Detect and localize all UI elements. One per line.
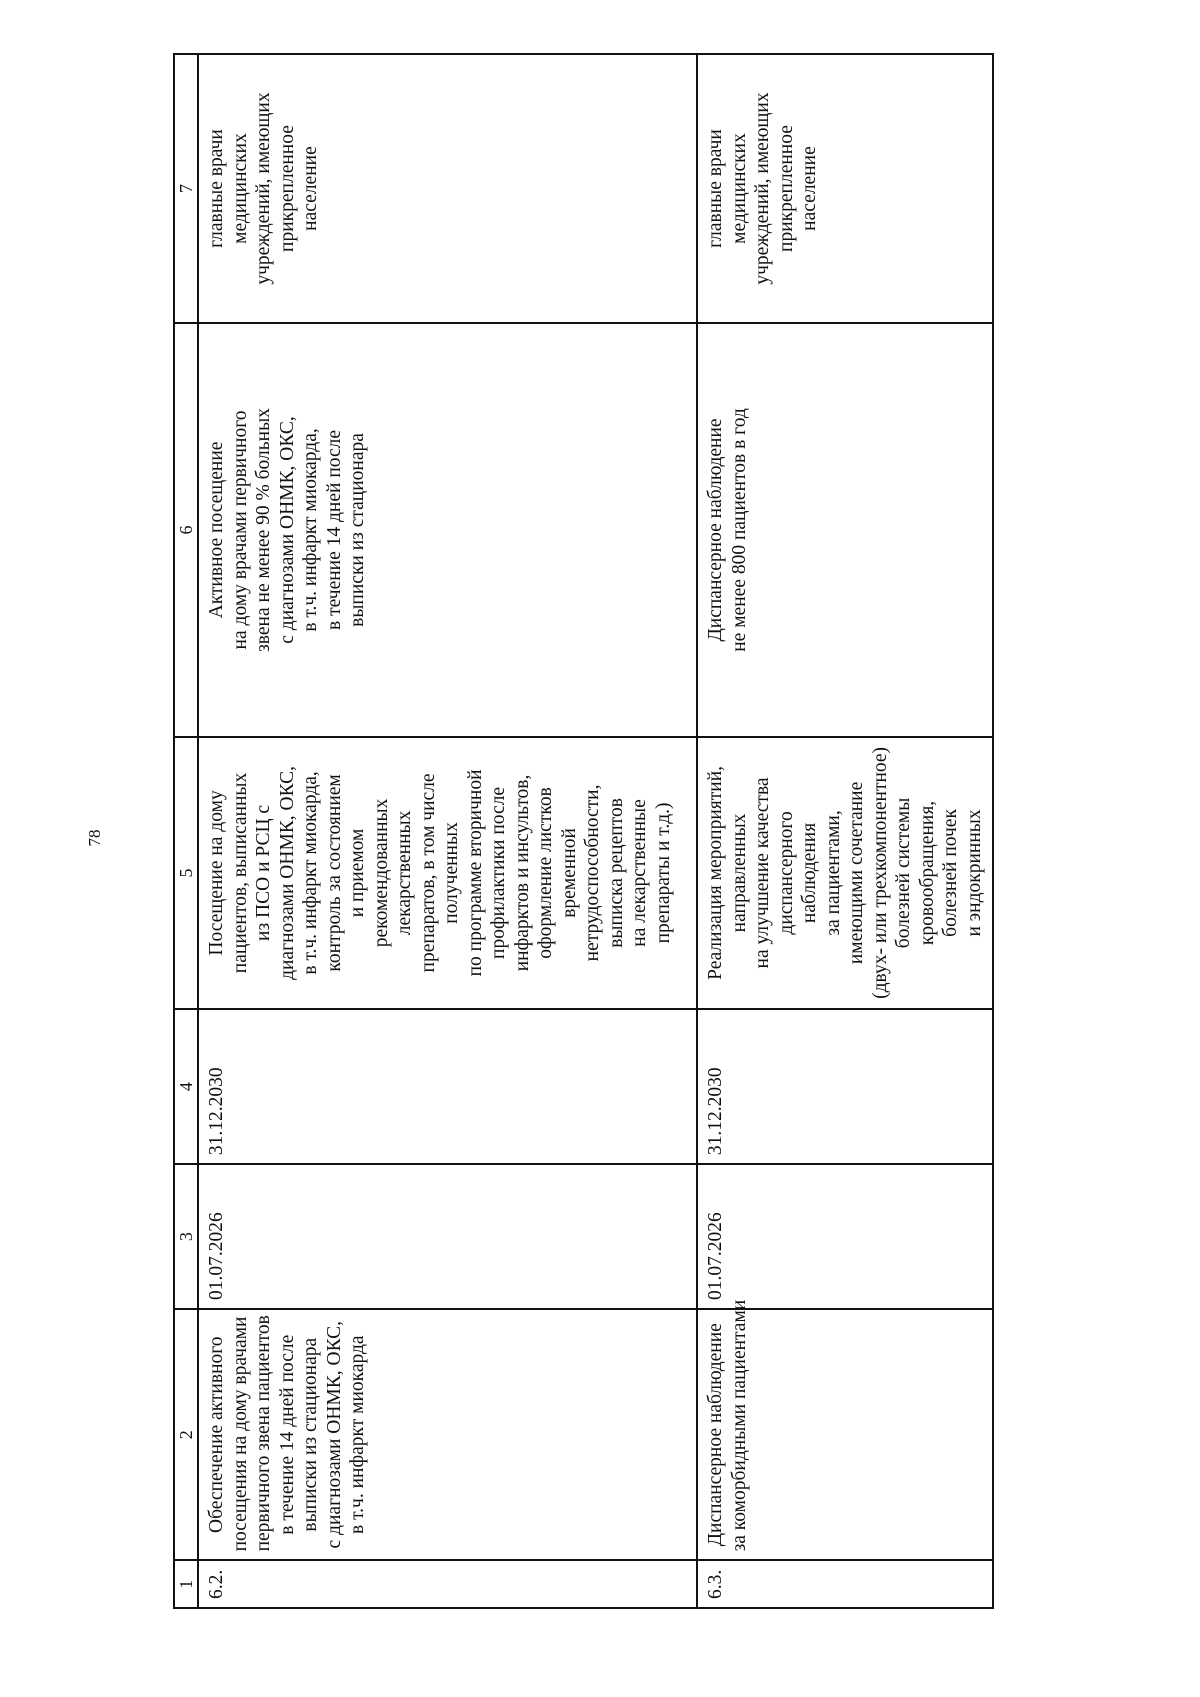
- text-line: в течение 14 дней после: [323, 429, 345, 630]
- start-date-cell: 01.07.2026: [198, 1164, 697, 1309]
- text-line: профилактики после: [488, 786, 509, 959]
- row-number: 6.3.: [697, 1560, 993, 1608]
- text-line: из ПСО и РСЦ с: [253, 804, 274, 941]
- text-line: выписки из стационара: [347, 433, 368, 627]
- text-line: Диспансерное наблюдение: [705, 1323, 726, 1547]
- header-row: [174, 54, 198, 1608]
- action-plan-table: [173, 53, 994, 1609]
- description-cell: [198, 737, 697, 1009]
- text-line: и приемом: [347, 828, 368, 918]
- text-line: направленных: [728, 813, 750, 933]
- text-line: Обеспечение активного: [206, 1336, 227, 1533]
- text-line: население: [799, 146, 820, 231]
- text-line: болезней почек: [940, 809, 961, 937]
- text-line: оформление листков: [535, 787, 556, 959]
- text-line: с диагнозами ОНМК, ОКС,: [323, 1320, 345, 1549]
- end-date-cell: 31.12.2030: [697, 1009, 993, 1164]
- header-cell: 7: [174, 54, 198, 323]
- text-line: учреждений, имеющих: [752, 92, 773, 285]
- text-line: (двух- или трехкомпонентное): [869, 746, 891, 999]
- text-line: посещения на дому врачами: [229, 1316, 251, 1552]
- text-line: диагнозами ОНМК, ОКС,: [276, 765, 298, 980]
- text-line: полученных: [441, 822, 462, 924]
- text-line: первичного звена пациентов: [253, 1315, 274, 1552]
- responsible-cell: [697, 54, 993, 323]
- text-line: звена не менее 90 % больных: [253, 408, 274, 652]
- text-line: по программе вторичной: [464, 769, 486, 977]
- result-cell: [198, 323, 697, 737]
- text-line: в т.ч. инфаркт миокарда: [347, 1335, 368, 1534]
- text-line: за коморбидными пациентами: [728, 1299, 750, 1552]
- event-cell: [198, 1309, 697, 1560]
- text-line: наблюдения: [799, 822, 820, 924]
- text-line: диспансерного: [775, 811, 797, 935]
- text-line: медицинских: [728, 133, 750, 244]
- header-cell: 1: [174, 1560, 198, 1608]
- text-line: в т.ч. инфаркт миокарда,: [300, 428, 321, 632]
- header-cell: 6: [174, 323, 198, 737]
- text-line: имеющими сочетание: [846, 781, 867, 965]
- responsible-cell: [198, 54, 697, 323]
- text-line: на улучшение качества: [752, 777, 773, 969]
- text-line: выписка рецептов: [605, 798, 627, 948]
- text-line: на лекарственные: [629, 799, 650, 947]
- description-cell: [697, 737, 993, 1009]
- text-line: пациентов, выписанных: [229, 772, 251, 974]
- text-line: с диагнозами ОНМК, ОКС,: [276, 416, 298, 644]
- text-line: в течение 14 дней после: [276, 1334, 298, 1535]
- end-date-cell: 31.12.2030: [198, 1009, 697, 1164]
- text-line: и эндокринных: [963, 809, 985, 937]
- text-line: за пациентами,: [822, 810, 844, 936]
- text-line: учреждений, имеющих: [253, 92, 274, 285]
- text-line: Реализация мероприятий,: [705, 765, 726, 980]
- text-line: временной: [558, 828, 580, 918]
- text-line: препаратов, в том числе: [417, 773, 439, 973]
- text-line: Активное посещение: [206, 441, 227, 619]
- text-line: контроль за состоянием: [323, 774, 345, 972]
- text-line: препараты и т.д.): [652, 802, 674, 944]
- header-cell: 2: [174, 1309, 198, 1560]
- result-cell: [697, 323, 993, 737]
- start-date-cell: 01.07.2026: [697, 1164, 993, 1309]
- text-line: болезней системы: [893, 797, 914, 949]
- text-line: главные врачи: [206, 129, 227, 248]
- page-number: 78: [85, 829, 104, 847]
- text-line: рекомендованных: [370, 798, 392, 948]
- text-line: главные врачи: [705, 129, 726, 248]
- text-line: инфарктов и инсультов,: [511, 774, 533, 972]
- table-container: [173, 53, 1022, 1609]
- event-cell: [697, 1299, 993, 1560]
- text-line: нетрудоспособности,: [582, 784, 603, 962]
- text-line: медицинских: [229, 133, 251, 244]
- table-row: [198, 54, 697, 1608]
- text-line: не менее 800 пациентов в год: [728, 408, 750, 652]
- text-line: в т.ч. инфаркт миокарда,: [300, 771, 321, 975]
- row-number: 6.2.: [198, 1560, 697, 1608]
- text-line: лекарственных: [394, 810, 415, 936]
- text-line: Диспансерное наблюдение: [705, 418, 726, 642]
- table-row: [697, 54, 993, 1608]
- text-line: прикрепленное: [276, 125, 298, 252]
- text-line: население: [300, 146, 321, 231]
- text-line: Посещение на дому: [206, 790, 227, 956]
- header-cell: 5: [174, 737, 198, 1009]
- text-line: кровообращения,: [916, 800, 938, 946]
- text-line: на дому врачами первичного: [229, 410, 251, 650]
- header-cell: 3: [174, 1164, 198, 1309]
- text-line: выписки из стационара: [300, 1337, 321, 1532]
- header-cell: 4: [174, 1009, 198, 1164]
- text-line: прикрепленное: [775, 125, 797, 252]
